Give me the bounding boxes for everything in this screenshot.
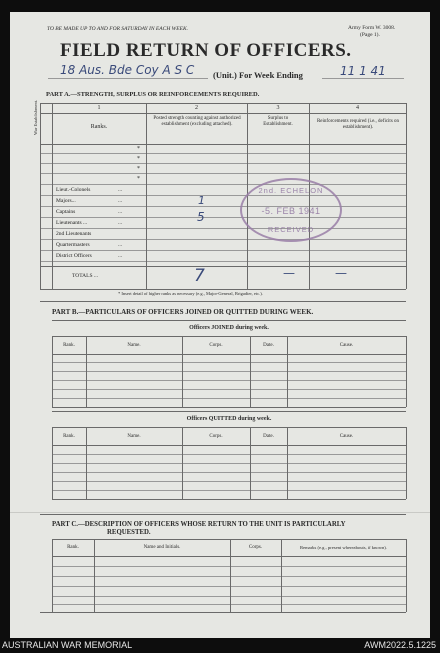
quitted-col-rank: Rank. bbox=[63, 434, 75, 439]
handwritten-majors: 1 bbox=[198, 194, 205, 207]
leader-dots: ... bbox=[118, 198, 123, 204]
leader-dots: ... bbox=[118, 242, 123, 248]
quitted-col-date: Date. bbox=[263, 434, 274, 439]
handwritten-total: 7 bbox=[194, 266, 205, 286]
quitted-col-corps: Corps. bbox=[209, 434, 223, 439]
week-ending-date: 11 1 41 bbox=[340, 64, 386, 78]
col-ranks-header: Ranks. bbox=[90, 124, 108, 130]
received-stamp bbox=[240, 178, 342, 242]
col-reinforcements-header: Reinforcements required (i.e., deficits on establishment). bbox=[316, 119, 400, 130]
rank-row-label: Lieutenants ... bbox=[56, 220, 88, 226]
part-a-footnote: * Insert detail of higher ranks as necessary (e.g., Major-General, Brigadier, etc.). bbox=[118, 291, 263, 296]
rank-row-label: Quartermasters bbox=[56, 242, 90, 248]
asterisk-marker: * bbox=[137, 156, 140, 162]
joined-col-corps: Corps. bbox=[209, 343, 223, 348]
totals-label: TOTALS ... bbox=[72, 273, 99, 279]
rank-row-label: 2nd Lieutenants bbox=[56, 231, 92, 237]
leader-dots: ... bbox=[118, 220, 123, 226]
part-c-col-name: Name and Initials. bbox=[143, 545, 181, 550]
part-a-heading: PART A.—STRENGTH, SURPLUS OR REINFORCEMENTS REQUIRED. bbox=[46, 91, 260, 98]
archive-footer bbox=[0, 640, 440, 653]
part-b-rule bbox=[40, 301, 406, 302]
unit-underline bbox=[48, 78, 208, 79]
part-c-col-rank: Rank. bbox=[67, 545, 79, 550]
joined-col-rank: Rank. bbox=[63, 343, 75, 348]
part-c-heading: PART C.—DESCRIPTION OF OFFICERS WHOSE RETURN TO THE UNIT IS PARTICULARLY bbox=[52, 521, 346, 528]
part-c-col-remarks: Remarks (e.g., present whereabouts, if known). bbox=[299, 545, 387, 550]
joined-title: Officers JOINED during week. bbox=[189, 325, 269, 331]
part-c-col-corps: Corps. bbox=[248, 545, 263, 550]
col-posted-header: Posted strength counting against authorized establishment (excluding attached). bbox=[153, 116, 241, 127]
stamp-line-2: -5. FEB 1941 bbox=[261, 206, 321, 216]
col-number-1: 1 bbox=[97, 105, 101, 111]
leader-dots: ... bbox=[118, 209, 123, 215]
quitted-col-cause: Cause. bbox=[339, 434, 354, 439]
handwritten-captains: 5 bbox=[197, 210, 205, 224]
paper-fold bbox=[10, 512, 430, 513]
rank-row-label: Majors... bbox=[56, 198, 76, 204]
unit-label: (Unit.) For Week Ending bbox=[213, 70, 303, 80]
joined-col-cause: Cause. bbox=[339, 343, 354, 348]
rank-row-label: Lieut.-Colonels bbox=[56, 187, 91, 193]
part-b-heading: PART B.—PARTICULARS OF OFFICERS JOINED OR QUITTED DURING WEEK. bbox=[52, 308, 314, 316]
unit-handwritten: 18 Aus. Bde Coy A S C bbox=[60, 63, 195, 77]
top-note: TO BE MADE UP TO AND FOR SATURDAY IN EACH WEEK. bbox=[47, 26, 189, 32]
col-number-2: 2 bbox=[195, 105, 198, 111]
leader-dots: ... bbox=[118, 253, 123, 259]
war-establishment-header: War Establishment. bbox=[33, 99, 38, 135]
stamp-line-1: 2nd. ECHELON bbox=[258, 186, 324, 195]
joined-col-date: Date. bbox=[263, 343, 274, 348]
leader-dots: ... bbox=[118, 187, 123, 193]
page-number: (Page 1). bbox=[360, 32, 380, 38]
asterisk-marker: * bbox=[137, 166, 140, 172]
part-c-rule bbox=[40, 514, 406, 515]
asterisk-marker: * bbox=[137, 176, 140, 182]
part-c-heading-continued: REQUESTED. bbox=[107, 529, 151, 536]
asterisk-marker: * bbox=[137, 146, 140, 152]
date-underline bbox=[322, 78, 404, 79]
col-number-4: 4 bbox=[356, 105, 359, 111]
quitted-title: Officers QUITTED during week. bbox=[186, 416, 272, 422]
col-number-3: 3 bbox=[276, 105, 280, 111]
footer-institution: AUSTRALIAN WAR MEMORIAL bbox=[2, 640, 133, 650]
stamp-line-3: RECEIVED bbox=[267, 225, 315, 234]
quitted-col-name: Name. bbox=[127, 434, 141, 439]
joined-col-name: Name. bbox=[127, 343, 141, 348]
rank-row-label: District Officers bbox=[56, 253, 92, 259]
reinforcements-total-dash: — bbox=[335, 266, 347, 280]
army-form-number: Army Form W. 3008. bbox=[348, 25, 396, 31]
surplus-total-dash: — bbox=[283, 266, 295, 280]
col-surplus-header: Surplus to Establishment. bbox=[263, 116, 293, 127]
rank-row-label: Captains bbox=[56, 209, 76, 215]
form-title: FIELD RETURN OF OFFICERS. bbox=[60, 40, 352, 61]
footer-accession-number: AWM2022.5.1225 bbox=[364, 640, 436, 650]
